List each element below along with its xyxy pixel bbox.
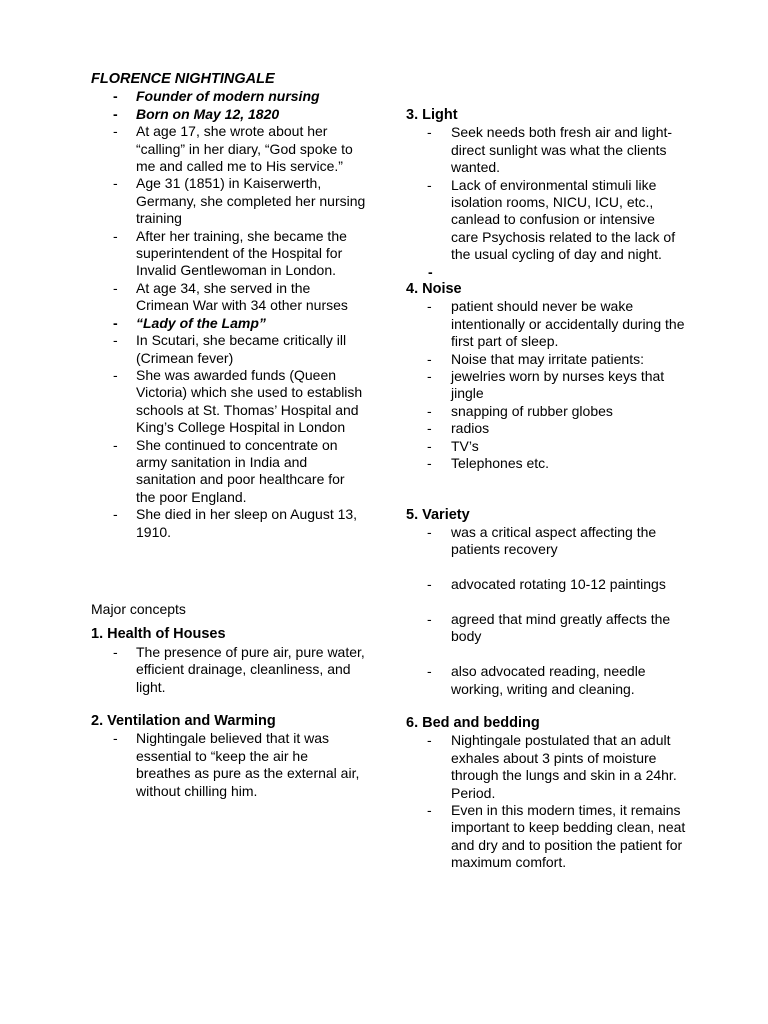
list-item: - radios <box>451 420 686 437</box>
list-item: - Telephones etc. <box>451 455 686 472</box>
list-item: - was a critical aspect affecting the patients recovery <box>451 524 686 559</box>
section-list <box>406 298 686 472</box>
list-item: - Age 31 (1851) in Kaiserwerth, Germany, she completed her nursing training <box>136 175 366 227</box>
list-item: - snapping of rubber globes <box>451 403 686 420</box>
list-item: - Seek needs both fresh air and light-direct sunlight was what the clients wanted. <box>451 124 686 176</box>
list-item: - At age 34, she served in the Crimean War with 34 other nurses <box>136 280 366 315</box>
list-item: - In Scutari, she became critically ill (Crimean fever) <box>136 332 366 367</box>
list-item: - Nightingale postulated that an adult exhales about 3 pints of moisture through the lungs and skin in a 24hr. Period. <box>451 732 686 802</box>
list-item: - She was awarded funds (Queen Victoria) which she used to establish schools at St. Thomas’ Hospital and King’s College Hospital in London <box>136 367 366 437</box>
list-item: - The presence of pure air, pure water, efficient drainage, cleanliness, and light. <box>136 644 366 696</box>
section-list <box>91 644 366 696</box>
major-concepts-label: Major concepts <box>91 600 186 617</box>
section-list <box>91 730 366 800</box>
list-item: - She continued to concentrate on army sanitation in India and sanitation and poor healthcare for the poor England. <box>136 437 366 507</box>
list-item: - Founder of modern nursing <box>136 88 366 105</box>
list-item: - At age 17, she wrote about her “calling” in her diary, “God spoke to me and called me to His service.” <box>136 123 366 175</box>
list-item: - advocated rotating 10-12 paintings <box>451 576 686 593</box>
list-item: - Noise that may irritate patients: <box>451 351 686 368</box>
list-item: - agreed that mind greatly affects the body <box>451 611 686 646</box>
section-heading: 3. Light <box>406 107 458 123</box>
list-item: - She died in her sleep on August 13, 1910. <box>136 506 366 541</box>
list-item: - Nightingale believed that it was essential to “keep the air he breathes as pure as the external air, without chilling him. <box>136 730 366 800</box>
document-title: FLORENCE NIGHTINGALE <box>91 71 275 87</box>
list-item: - After her training, she became the superintendent of the Hospital for Invalid Gentlewoman in London. <box>136 228 366 280</box>
list-item: - TV’s <box>451 438 686 455</box>
section-list <box>406 124 686 263</box>
section-heading: 1. Health of Houses <box>91 626 226 643</box>
section-heading: 2. Ventilation and Warming <box>91 713 276 729</box>
list-item: - jewelries worn by nurses keys that jingle <box>451 368 686 403</box>
list-item: - patient should never be wake intentionally or accidentally during the first part of sleep. <box>451 298 686 350</box>
left-column <box>91 71 366 800</box>
list-item: - also advocated reading, needle working, writing and cleaning. <box>451 663 686 698</box>
section-list <box>406 524 686 698</box>
right-column <box>406 107 686 872</box>
list-item: - Lack of environmental stimuli like isolation rooms, NICU, ICU, etc., canlead to confusion or intensive care Psychosis related to the lack of the usual cycling of day and night. <box>451 177 686 264</box>
section-heading: 6. Bed and bedding <box>406 714 540 731</box>
section-heading: 4. Noise <box>406 281 462 298</box>
list-item: - Even in this modern times, it remains important to keep bedding clean, neat and dry and to position the patient for maximum comfort. <box>451 802 686 872</box>
list-item: - “Lady of the Lamp” <box>136 315 366 332</box>
list-item: - Born on May 12, 1820 <box>136 106 366 123</box>
section-list <box>406 732 686 871</box>
biography-list <box>91 88 366 541</box>
stray-dash: - <box>428 263 433 280</box>
section-heading: 5. Variety <box>406 506 470 523</box>
